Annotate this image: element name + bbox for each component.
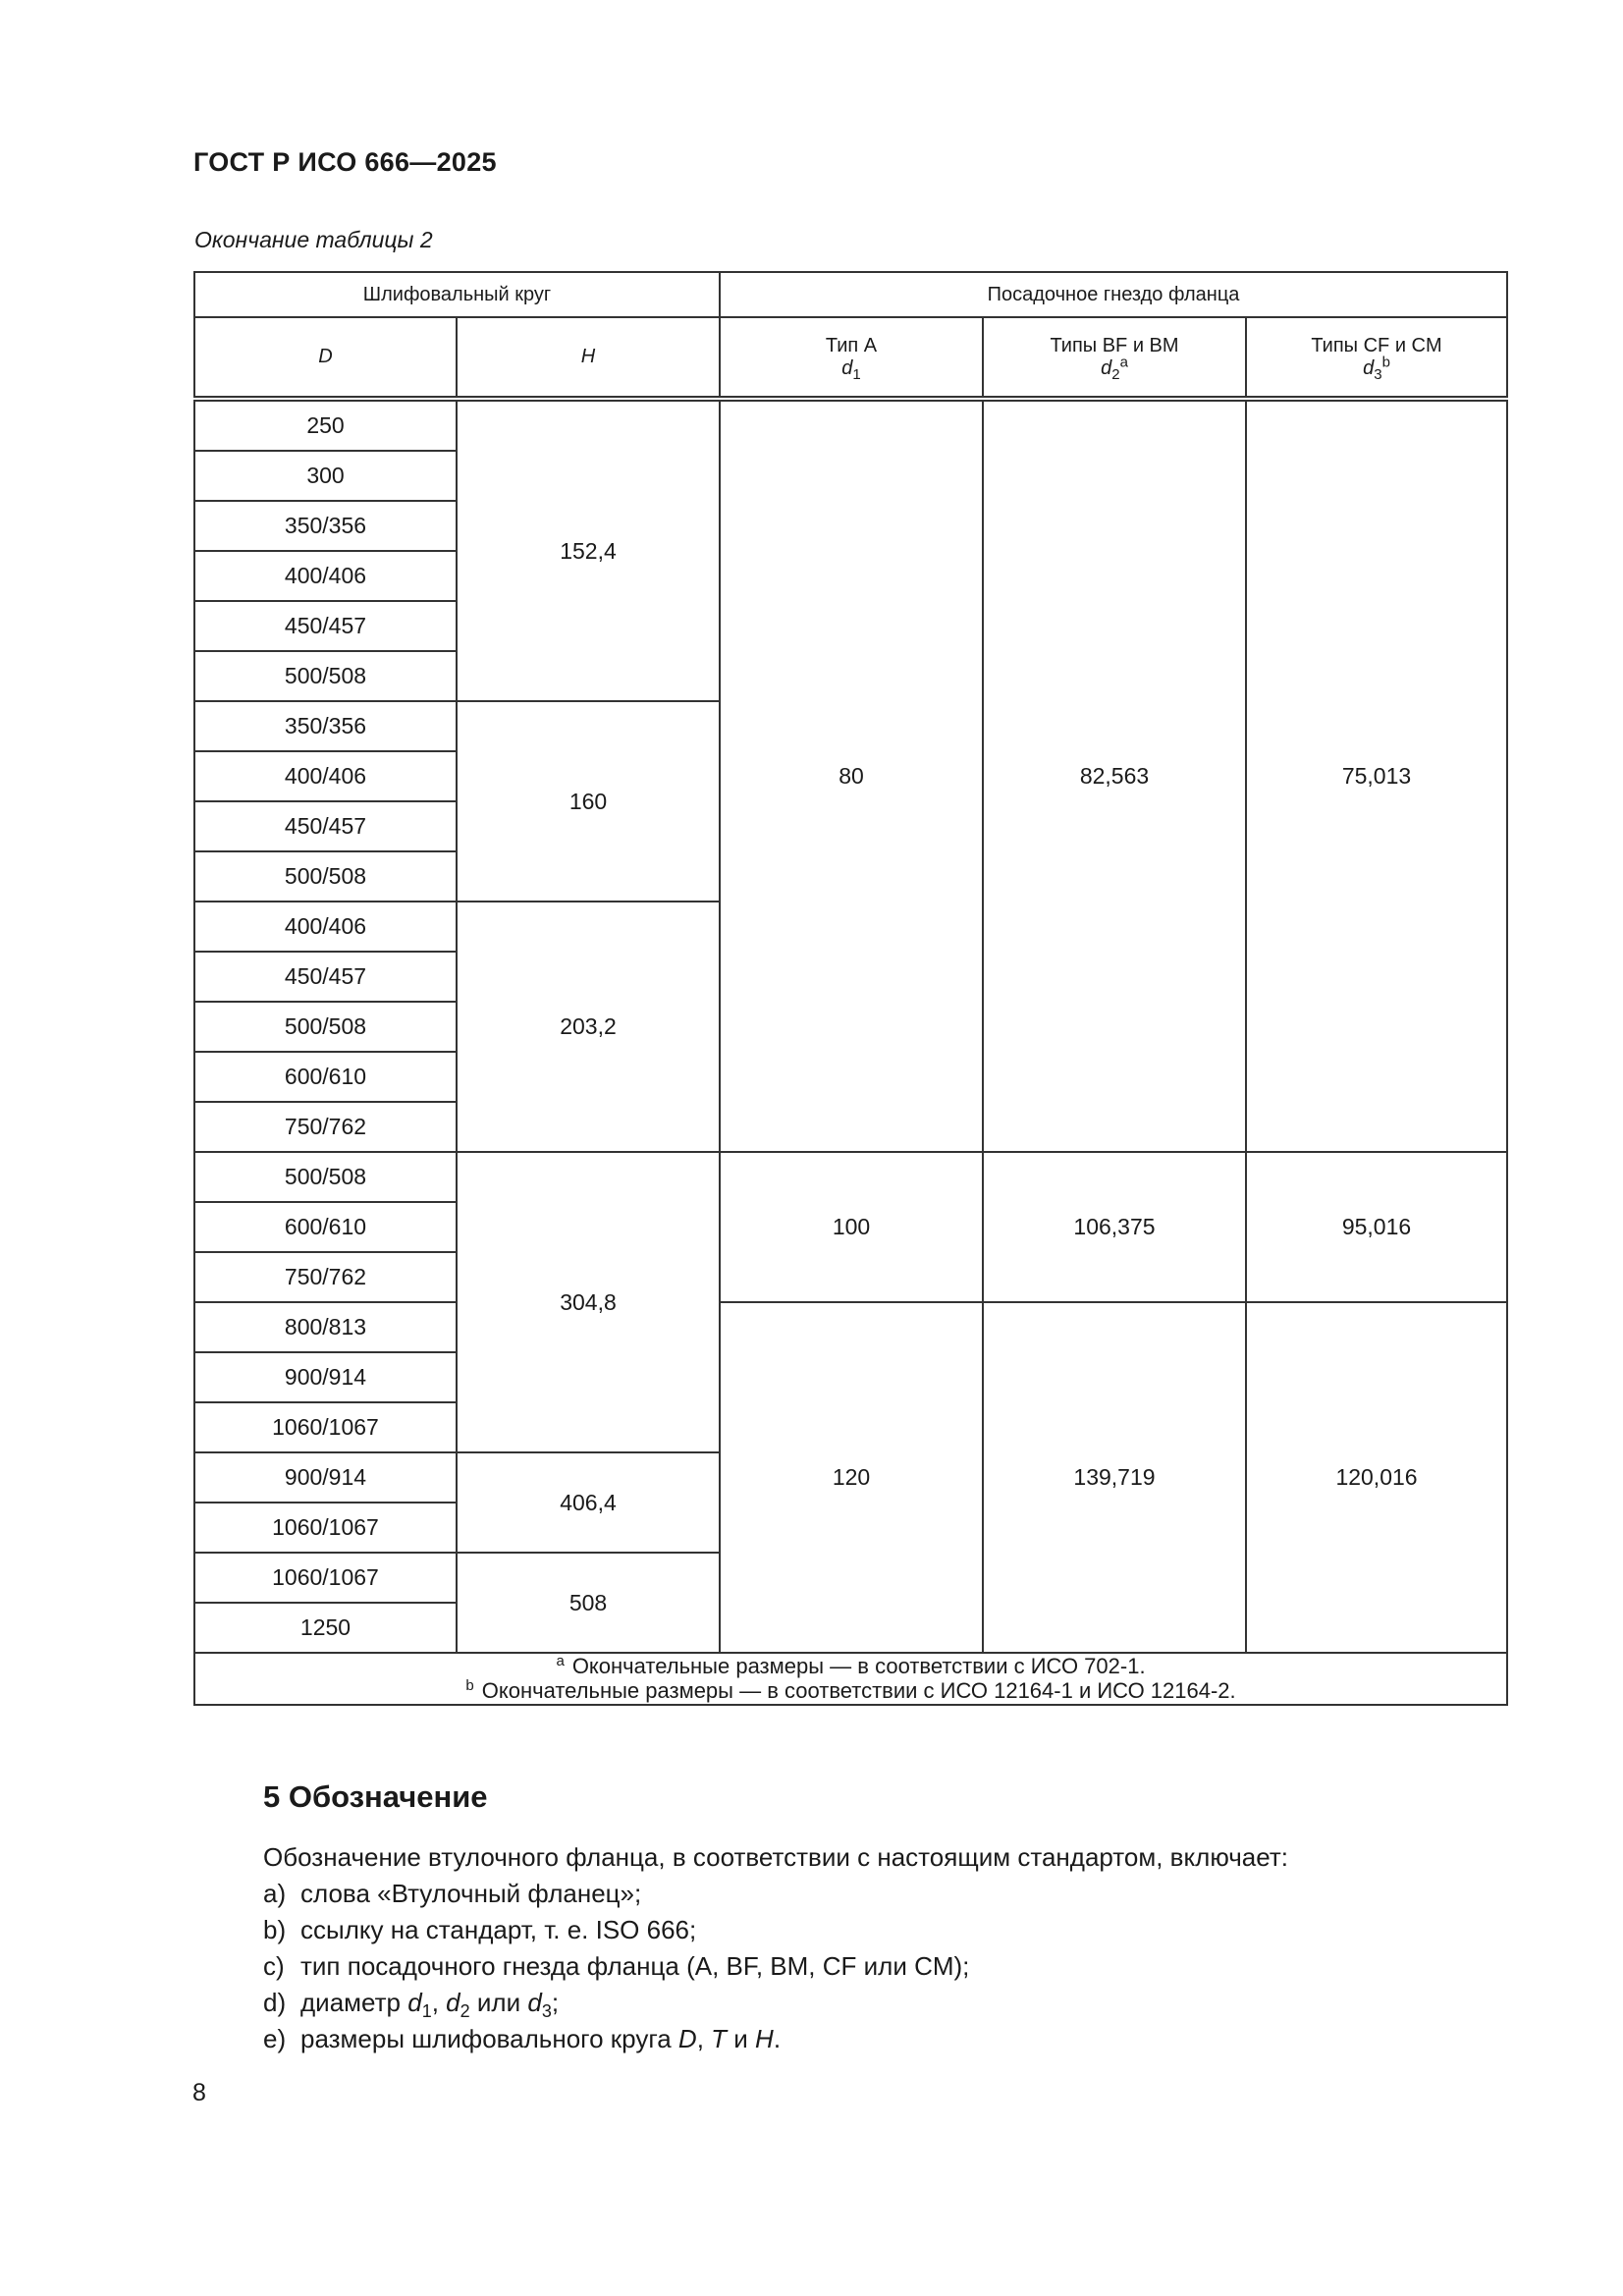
cell-H: 203,2: [457, 902, 720, 1152]
cell-D: 450/457: [194, 801, 457, 851]
cell-d1: 80: [720, 399, 983, 1152]
list-item: b) ссылку на стандарт, т. е. ISO 666;: [263, 1915, 697, 1944]
cell-D: 600/610: [194, 1202, 457, 1252]
cell-d2: 106,375: [983, 1152, 1246, 1302]
cell-D: 400/406: [194, 902, 457, 952]
list-item: d) диаметр $d_1$, $d_2$ или $d_3$;: [263, 1988, 560, 2022]
cell-D: 900/914: [194, 1452, 457, 1503]
cell-D: 800/813: [194, 1302, 457, 1352]
cell-H: 160: [457, 701, 720, 902]
cell-d2: 82,563: [983, 399, 1246, 1152]
cell-D: 350/356: [194, 701, 457, 751]
cell-D: 400/406: [194, 751, 457, 801]
cell-H: 406,4: [457, 1452, 720, 1553]
cell-d1: 100: [720, 1152, 983, 1302]
cell-D: 450/457: [194, 952, 457, 1002]
cell-D: 1060/1067: [194, 1402, 457, 1452]
list-item: c) тип посадочного гнезда фланца (А, BF, BM, CF или CM);: [263, 1951, 970, 1981]
cell-D: 750/762: [194, 1102, 457, 1152]
cell-d3: 75,013: [1246, 399, 1507, 1152]
cell-H: 508: [457, 1553, 720, 1653]
cell-D: 400/406: [194, 551, 457, 601]
header-types-cf-cm: Типы CF и CM $d_3^b$: [1246, 317, 1507, 399]
cell-d3: 120,016: [1246, 1302, 1507, 1653]
cell-D: 500/508: [194, 651, 457, 701]
section-title: 5 Обозначение: [263, 1779, 488, 1814]
header-H: H: [457, 317, 720, 399]
cell-H: 152,4: [457, 399, 720, 701]
cell-D: 1060/1067: [194, 1553, 457, 1603]
footnote-b: $^b$ Окончательные размеры — в соответствии с ИСО 12164-1 и ИСО 12164-2.: [465, 1676, 1236, 1704]
footnote-a: $^a$ Окончательные размеры — в соответствии с ИСО 702-1.: [556, 1652, 1146, 1678]
cell-D: 450/457: [194, 601, 457, 651]
cell-D: 350/356: [194, 501, 457, 551]
cell-d1: 120: [720, 1302, 983, 1653]
cell-D: 500/508: [194, 1002, 457, 1052]
header-D: D: [194, 317, 457, 399]
table-footnotes: [194, 1653, 1507, 1705]
header-grinding-wheel: Шлифовальный круг: [194, 272, 720, 317]
header-flange-seat: Посадочное гнездо фланца: [720, 272, 1507, 317]
cell-D: 250: [194, 399, 457, 451]
section-intro: Обозначение втулочного фланца, в соответствии с настоящим стандартом, включает:: [263, 1842, 1288, 1872]
cell-H: 304,8: [457, 1152, 720, 1452]
cell-D: 1060/1067: [194, 1503, 457, 1553]
table-caption: Окончание таблицы 2: [194, 227, 433, 252]
cell-D: 500/508: [194, 851, 457, 902]
cell-d2: 139,719: [983, 1302, 1246, 1653]
list-item: e) размеры шлифовального круга D, T и H.: [263, 2024, 782, 2053]
header-type-a: Тип А $d_1$: [720, 317, 983, 399]
cell-D: 1250: [194, 1603, 457, 1653]
cell-D: 300: [194, 451, 457, 501]
header-types-bf-bm: Типы BF и BM $d_2^a$: [983, 317, 1246, 399]
cell-D: 500/508: [194, 1152, 457, 1202]
page-number: 8: [192, 2079, 206, 2106]
section-body: [263, 1839, 1288, 2057]
dimensions-table: [193, 271, 1508, 1706]
document-header: ГОСТ Р ИСО 666—2025: [193, 147, 497, 177]
cell-D: 900/914: [194, 1352, 457, 1402]
cell-D: 750/762: [194, 1252, 457, 1302]
cell-d3: 95,016: [1246, 1152, 1507, 1302]
cell-D: 600/610: [194, 1052, 457, 1102]
list-item: a) слова «Втулочный фланец»;: [263, 1879, 642, 1908]
